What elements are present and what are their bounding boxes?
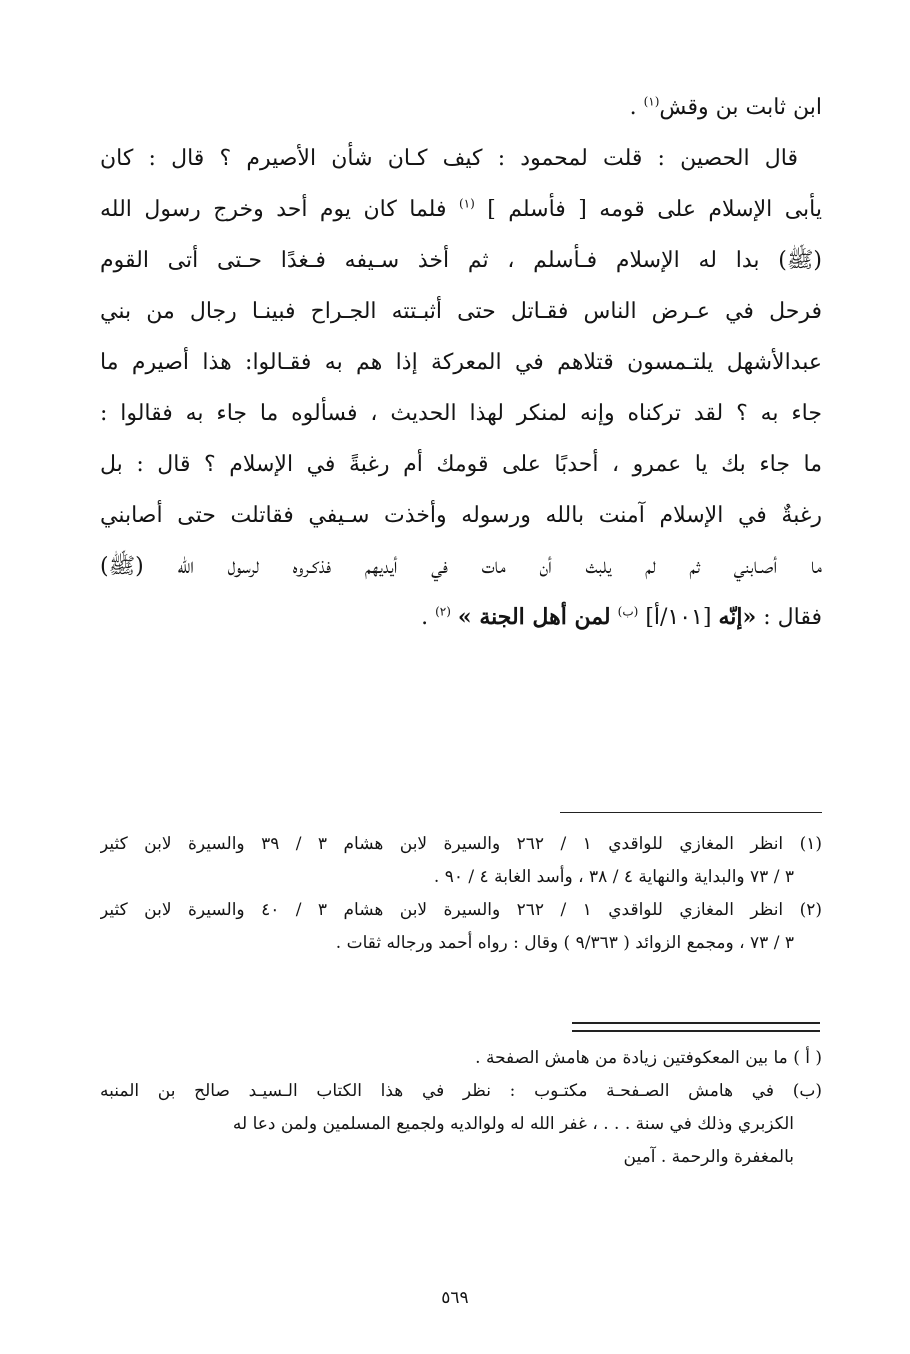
footnotes: [100, 828, 822, 960]
margin-notes-separator: [572, 1022, 820, 1032]
text-line: (ﷺ) بدا له الإسلام فـأسلم ، ثم أخذ سـيفه فـغدًا حـتى أتى القوم: [100, 248, 822, 273]
text-line: جاء به ؟ لقد تركناه وإنه لمنكر لهذا الحديث ، فسألوه ما جاء به فقالوا :: [100, 401, 822, 426]
text-line: رغبةٌ في الإسلام آمنت بالله ورسوله وأخذت سـيفي فقاتلت حتى أصابني: [100, 503, 822, 528]
footnote-line: ٣ / ٧٣ والبداية والنهاية ٤ / ٣٨ ، وأسد الغابة ٤ / ٩٠ .: [433, 867, 794, 887]
text-segment: .: [421, 605, 429, 630]
footnote-line: (٢) انظر المغازي للواقدي ١ / ٢٦٢ والسيرة لابن هشام ٣ / ٤٠ والسيرة لابن كثير: [100, 900, 822, 920]
quote-segment: لمن أهل الجنة »: [457, 604, 611, 630]
quote-segment: «إنّه: [718, 604, 757, 630]
margin-ref[interactable]: (ب): [617, 604, 639, 619]
main-text-block: [100, 82, 822, 643]
margin-note-line: الكزبري وذلك في سنة . . . ، غفر الله له ولوالديه ولجميع المسلمين ولمن دعا له: [232, 1114, 794, 1134]
footnote-separator: [560, 812, 822, 813]
text-line: عبدالأشهل يلتـمسون قتلاهم في المعركة إذا هم به فقـالوا: هذا أصيرم ما: [100, 350, 822, 375]
text-line: فرحل في عـرض الناس فقـاتل حتى أثبـتته الجـراح فبينـا رجال من بني: [100, 299, 822, 324]
text-line: ما جاء بك يا عمرو ، أحدبًا على قومك أم رغبةً في الإسلام ؟ قال : بل: [100, 452, 822, 477]
text-line: [100, 184, 822, 235]
margin-note-line: ( أ ) ما بين المعكوفتين زيادة من هامش الصفحة .: [475, 1048, 822, 1068]
margin-notes: [100, 1042, 822, 1174]
text-line: ما أصـابني ثم لم يلبث أن مات في أيديهم فذكـروه لرسول الله (ﷺ): [100, 554, 822, 579]
margin-note-line: بالمغفرة والرحمة . آمين: [623, 1147, 794, 1167]
footnote-line: (١) انظر المغازي للواقدي ١ / ٢٦٢ والسيرة لابن هشام ٣ / ٣٩ والسيرة لابن كثير: [100, 834, 822, 854]
footnote-ref[interactable]: (٢): [435, 604, 451, 619]
text-line: [100, 592, 822, 643]
footnote-line: ٣ / ٧٣ ، ومجمع الزوائد ( ٩/٣٦٣ ) وقال : رواه أحمد ورجاله ثقات .: [335, 933, 794, 953]
text-segment: ابن ثابت بن وقش: [659, 95, 822, 120]
footnote-ref[interactable]: (١): [458, 196, 475, 211]
text-segment: فقال :: [763, 605, 822, 630]
page-number: ٥٦٩: [441, 1288, 469, 1308]
text-line: قال الحصين : قلت لمحمود : كيف كـان شأن الأصيرم ؟ قال : كان: [100, 146, 798, 171]
footnote-ref[interactable]: (١): [643, 94, 660, 109]
text-segment: يأبى الإسلام على قومه [ فأسلم ]: [487, 197, 822, 222]
folio-marker: [١٠١/أ]: [645, 605, 712, 630]
margin-note-line: (ب) في هامش الصـفحـة مكتـوب : نظر في هذا الكتاب الـسيـد صالح بن المنبه: [100, 1081, 822, 1101]
text-line: ابن ثابت بن وقش$^{(١)}$ .: [629, 94, 822, 120]
text-segment: فلما كان يوم أحد وخرج رسول الله: [100, 197, 447, 222]
